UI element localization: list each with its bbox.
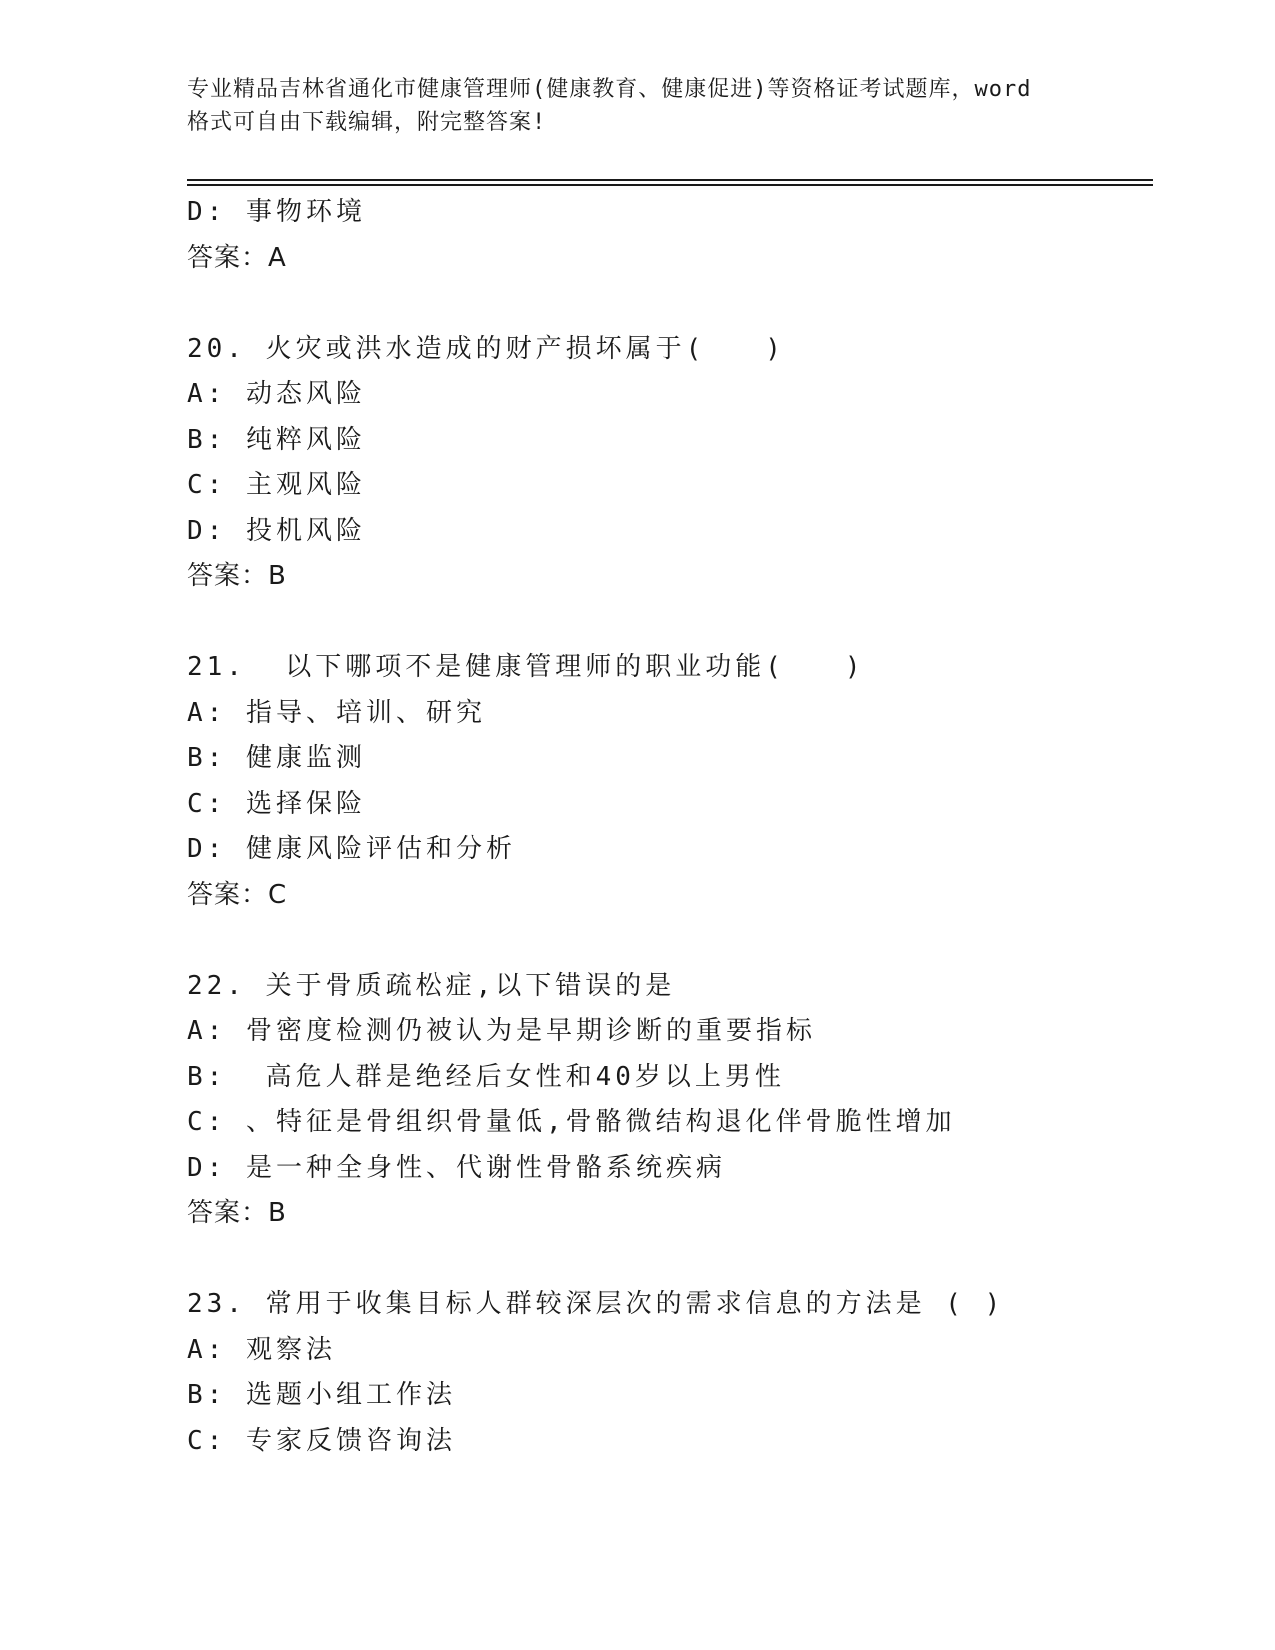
option-a: A: 骨密度检测仍被认为是早期诊断的重要指标 [187, 1016, 816, 1046]
answer: 答案：B [187, 561, 287, 591]
option-a: A: 动态风险 [187, 379, 366, 409]
header-divider-bottom [187, 184, 1153, 186]
spacer [187, 281, 1153, 327]
header-line-1: 专业精品吉林省通化市健康管理师(健康教育、健康促进)等资格证考试题库，word [187, 77, 1032, 102]
option-c: C: 主观风险 [187, 470, 366, 500]
question-21 [187, 645, 1153, 918]
option-b: B: 健康监测 [187, 743, 366, 773]
header-line-2: 格式可自由下载编辑，附完整答案! [187, 110, 547, 135]
spacer [187, 600, 1153, 646]
question-stem: 23. 常用于收集目标人群较深层次的需求信息的方法是 ( ) [187, 1289, 1005, 1319]
answer: 答案：C [187, 879, 288, 910]
option-c: C: 选择保险 [187, 788, 366, 819]
option-c: C: 、特征是骨组织骨量低,骨骼微结构退化伴骨脆性增加 [187, 1107, 956, 1137]
question-22 [187, 964, 1153, 1237]
option-a: A: 观察法 [187, 1334, 336, 1365]
prev-question-answer: 答案：A [187, 242, 287, 273]
question-23 [187, 1282, 1153, 1464]
header-divider-top [187, 179, 1153, 181]
document-header [187, 73, 1087, 139]
option-c: C: 专家反馈咨询法 [187, 1425, 456, 1456]
option-a: A: 指导、培训、研究 [187, 697, 486, 728]
option-d: D: 健康风险评估和分析 [187, 834, 516, 864]
question-list [187, 190, 1153, 1464]
question-stem: 22. 关于骨质疏松症,以下错误的是 [187, 970, 676, 1001]
option-d: D: 是一种全身性、代谢性骨骼系统疾病 [187, 1152, 726, 1183]
prev-question-option-d: D: 事物环境 [187, 197, 366, 227]
option-b: B: 纯粹风险 [187, 424, 366, 455]
answer: 答案：B [187, 1198, 287, 1228]
spacer [187, 1237, 1153, 1283]
question-20 [187, 327, 1153, 600]
spacer [187, 918, 1153, 964]
option-b: B: 高危人群是绝经后女性和40岁以上男性 [187, 1061, 785, 1092]
option-d: D: 投机风险 [187, 515, 366, 546]
option-b: B: 选题小组工作法 [187, 1380, 456, 1410]
question-stem: 21. 以下哪项不是健康管理师的职业功能( ) [187, 652, 865, 682]
question-stem: 20. 火灾或洪水造成的财产损坏属于( ) [187, 333, 785, 364]
